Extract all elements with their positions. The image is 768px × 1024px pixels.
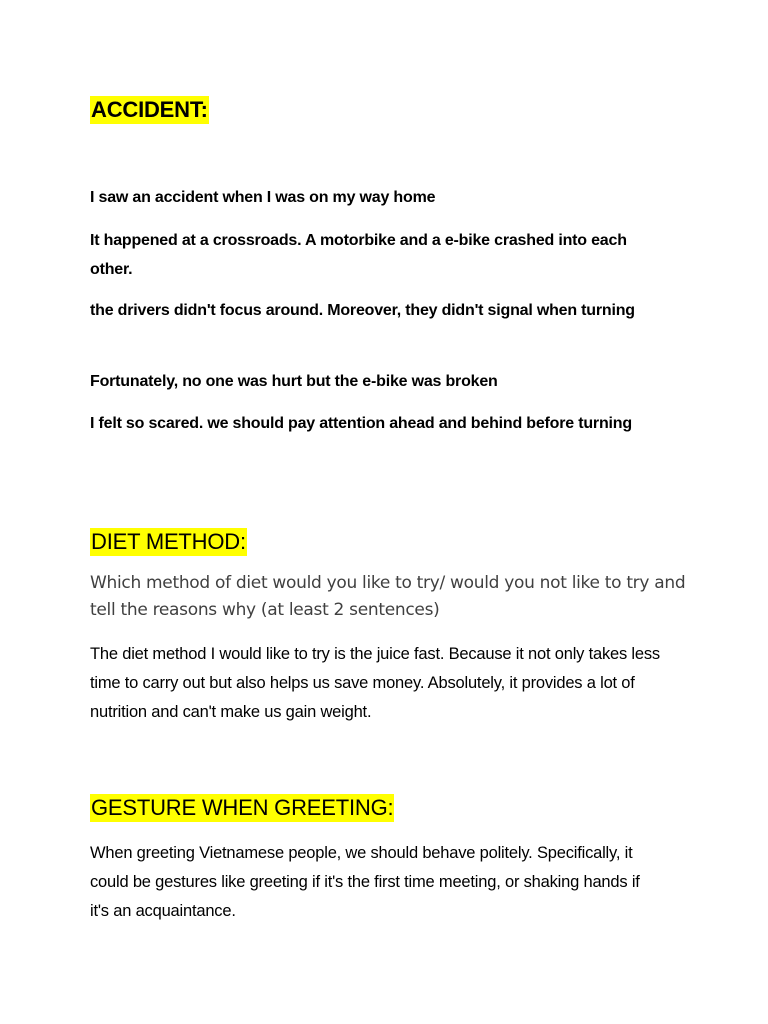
diet-answer: The diet method I would like to try is the juice fast. Because it not only takes less time to carry out but also helps us save money. Absolutely, it provides a lot of nutrition and can't make us gain weight. <box>90 645 660 721</box>
gesture-answer: When greeting Vietnamese people, we should behave politely. Specifically, it could be gestures like greeting if it's the first time meeting, or shaking hands if it's an acquaintance. <box>90 844 640 920</box>
heading-gesture-greeting: GESTURE WHEN GREETING: <box>91 795 394 820</box>
heading-diet-method: DIET METHOD: <box>91 529 246 554</box>
accident-line-4: Fortunately, no one was hurt but the e-bike was broken <box>90 373 498 390</box>
accident-line-1: I saw an accident when I was on my way home <box>90 189 436 206</box>
diet-question: Which method of diet would you like to try/ would you not like to try and tell the reasons why (at least 2 sentences) <box>90 573 686 620</box>
accident-line-5: I felt so scared. we should pay attention ahead and behind before turning <box>90 415 632 432</box>
accident-line-2: It happened at a crossroads. A motorbike and a e-bike crashed into each other. <box>90 232 627 278</box>
heading-accident: ACCIDENT: <box>91 97 208 122</box>
accident-line-3: the drivers didn't focus around. Moreover, they didn't signal when turning <box>90 302 635 319</box>
